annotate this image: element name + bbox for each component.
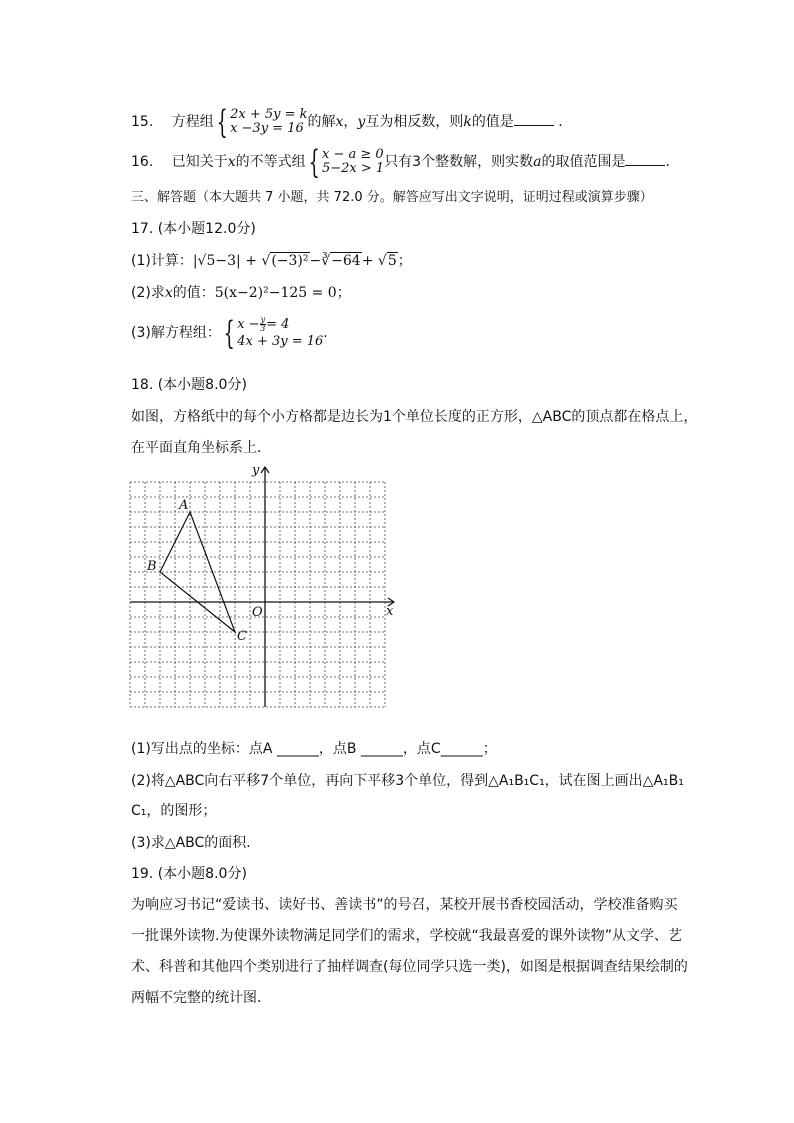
q17-p3-eq2: 4x + 3y = 16 (237, 334, 324, 349)
q15-var-x: x (335, 114, 344, 130)
x-axis-label: x (386, 604, 394, 619)
q19-line1: 为响应习书记“爱读书、读好书、善读书”的号召，某校开展书香校园活动，学校准备购买 (131, 897, 678, 913)
q16-text-pre: 已知关于 (171, 154, 228, 170)
q16-ineq1: x − a ≥ 0 (321, 147, 384, 162)
coordinate-grid (125, 460, 400, 725)
brace-icon: { (216, 103, 228, 141)
q15-var-k: k (463, 114, 472, 130)
q19-line4: 两幅不完整的统计图． (131, 990, 271, 1006)
point-label-a: A (179, 498, 189, 513)
q17-system (221, 316, 323, 350)
q16-text-mid: 的不等式组 (235, 154, 306, 170)
q17-p1-f: + √ (361, 253, 387, 269)
q15-text-mid2: 互为相反数，则 (365, 114, 464, 130)
q17-p2-eq: 5(x−2)²−125 = 0 (214, 285, 337, 301)
q17-p1-b: 5−3| + (206, 253, 262, 269)
q19-line2: 一批课外读物.为使课外读物满足同学们的需求，学校就“我最喜爱的课外读物”从文学、艺 (131, 928, 682, 944)
q17-p2-var: x (164, 285, 173, 301)
q18-sub3: (3)求△ABC的面积． (131, 835, 261, 851)
fraction: $\frac{y}{3}$ (260, 315, 266, 333)
q15-var-y: y (357, 114, 366, 130)
q17-part2 (131, 282, 351, 302)
q15-text-post: 的值是 (471, 114, 514, 130)
brace-icon: { (223, 314, 235, 352)
q17-p2-end: ； (336, 285, 351, 301)
q18-header: 18. (本小题8.0分) (131, 377, 247, 393)
q17-p2-mid: 的值： (172, 285, 215, 301)
q17-p1-label: (1)计算： (131, 253, 193, 269)
q17-p3-end: . (323, 325, 328, 341)
q18-sub2b: C₁，的图形； (131, 803, 217, 819)
q17-p1-g: 5 (387, 253, 397, 269)
q19-header: 19. (本小题8.0分) (131, 866, 247, 882)
q18-sub1: (1)写出点的坐标：点A ______，点B ______，点C______； (131, 741, 497, 757)
q18-line1: 如图，方格纸中的每个小方格都是边长为1个单位长度的正方形，△ABC的顶点都在格点上， (131, 409, 698, 425)
q17-p3-eq1b: = 4 (266, 317, 290, 332)
q15-eq2: x −3y = 16 (230, 121, 304, 136)
q15-comma: ， (343, 114, 358, 130)
q16-number: 16. (131, 154, 154, 170)
question-15 (131, 103, 563, 141)
q17-p1-a: |√ (192, 253, 207, 269)
origin-label: O (252, 605, 263, 620)
question-16 (131, 143, 670, 181)
q15-end: . (553, 114, 563, 130)
q17-p3-eq1a: x − (237, 317, 260, 332)
q17-part1: (1)计算：|√5−3| + √(−3)²−∛−64+ √5； (131, 253, 412, 269)
q15-text-pre: 方程组 (171, 114, 214, 130)
q17-p2-label: (2)求 (131, 285, 165, 301)
section-title: 三、解答题（本大题共 7 小题，共 72.0 分。解答应写出文字说明，证明过程或演算步骤） (131, 190, 653, 205)
brace-icon: { (308, 143, 320, 181)
q17-header: 17. (本小题12.0分) (131, 221, 256, 237)
point-label-b: B (147, 559, 157, 574)
q17-p3-label: (3)解方程组： (131, 325, 221, 341)
q17-p1-end: ； (397, 253, 412, 269)
q16-var-a: a (533, 154, 542, 170)
q17-p1-e: −64 (331, 253, 361, 269)
q18-line2: 在平面直角坐标系上． (131, 440, 271, 456)
q16-var-x: x (227, 154, 236, 170)
q18-sub2a: (2)将△ABC向右平移7个单位，再向下平移3个单位，得到△A₁B₁C₁，试在图上画出△A₁B₁ (131, 773, 684, 789)
q16-text-post2: 的取值范围是 (541, 154, 626, 170)
q15-system (214, 103, 308, 141)
q15-eq1: 2x + 5y = k (230, 107, 308, 122)
answer-blank[interactable] (514, 113, 554, 126)
q17-p1-c: (−3)² (271, 253, 309, 269)
q15-number: 15. (131, 114, 154, 130)
answer-blank[interactable] (625, 153, 665, 166)
q16-ineq2: 5−2x > 1 (321, 161, 385, 176)
q16-system (306, 143, 385, 181)
q15-text-mid: 的解 (307, 114, 336, 130)
point-label-c: C (237, 629, 247, 644)
q19-line3: 术、科普和其他四个类别进行了抽样调查(每位同学只选一类)，如图是根据调查结果绘制的 (131, 959, 688, 975)
q17-p1-d: −∛ (309, 253, 331, 269)
q16-text-post: 只有3个整数解，则实数 (384, 154, 534, 170)
grid-lines (130, 482, 385, 707)
q16-end: . (665, 154, 670, 170)
q17-part3 (131, 316, 328, 350)
y-axis-label: y (252, 463, 260, 478)
